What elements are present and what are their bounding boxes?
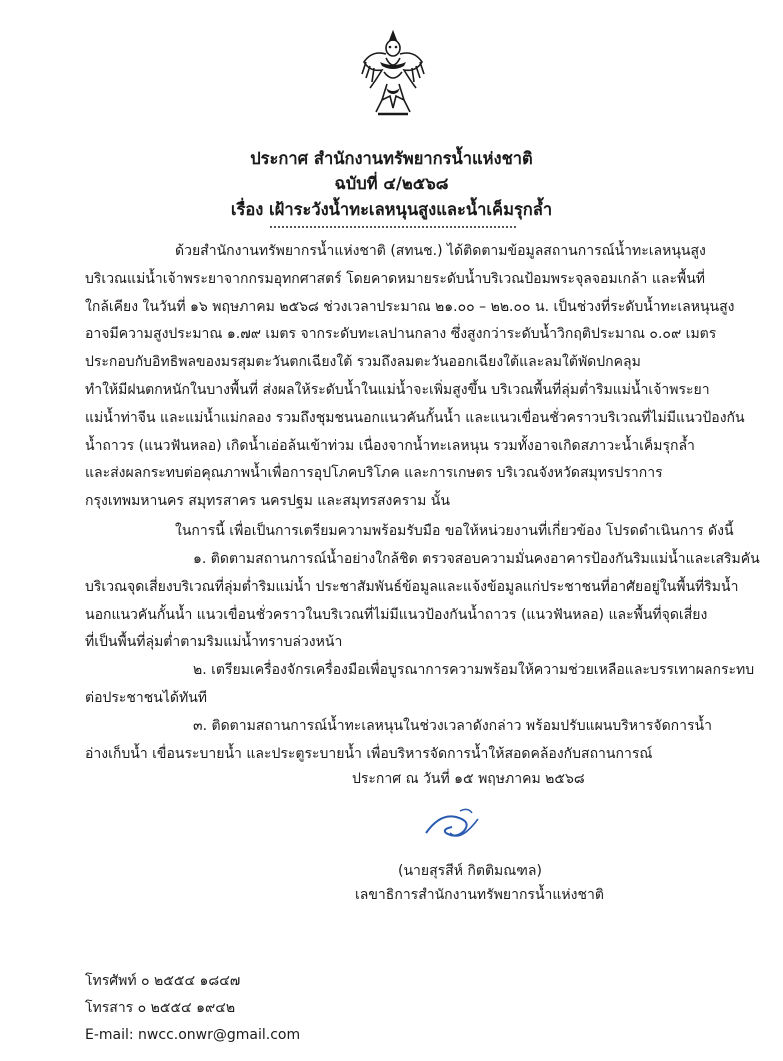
text-line: ประกอบกับอิทธิพลของมรสุมตะวันตกเฉียงใต้ รวมถึงลมตะวันออกเฉียงใต้และลมใต้พัดปกคลุม [85,354,641,371]
action-item-3 [85,713,712,769]
signatory-title: เลขาธิการสำนักงานทรัพยากรน้ำแห่งชาติ [355,887,604,903]
contact-block [85,968,300,1049]
text-line: แม่น้ำท่าจีน และแม่น้ำแม่กลอง รวมถึงชุมชนนอกแนวคันกั้นน้ำ และแนวเขื่อนชั่วคราวบริเวณที่ไม่มีแนวป้องกัน [85,409,745,426]
text-line: และส่งผลกระทบต่อคุณภาพน้ำเพื่อการอุปโภคบริโภค และการเกษตร บริเวณจังหวัดสมุทรปราการ [85,465,663,482]
phone-number: โทรศัพท์ ๐ ๒๕๕๔ ๑๘๔๗ [85,973,241,989]
text-line: อ่างเก็บน้ำ เขื่อนระบายน้ำ และประตูระบายน้ำ เพื่อบริหารจัดการน้ำให้สอดคล้องกับสถานการณ์ [85,745,653,762]
request-paragraph [85,518,734,546]
signature-icon [420,803,490,847]
text-line: ๓. ติดตามสถานการณ์น้ำทะเลหนุนในช่วงเวลาดังกล่าว พร้อมปรับแผนบริหารจัดการน้ำ [193,718,712,734]
text-line: ในการนี้ เพื่อเป็นการเตรียมความพร้อมรับมือ ขอให้หน่วยงานที่เกี่ยวข้อง โปรดดำเนินการ ดังนี้ [175,523,734,539]
text-line: ต่อประชาชนได้ทันที [85,689,208,706]
text-line: อาจมีความสูงประมาณ ๑.๗๙ เมตร จากระดับทะเลปานกลาง ซึ่งสูงกว่าระดับน้ำวิกฤติประมาณ ๐.๐๙ เมตร [85,326,717,343]
action-item-1 [85,546,760,657]
notice-heading: ประกาศ สำนักงานทรัพยากรน้ำแห่งชาติ [250,149,533,168]
text-line: ด้วยสำนักงานทรัพยากรน้ำแห่งชาติ (สทนช.) ได้ติดตามข้อมูลสถานการณ์น้ำทะเลหนุนสูง [175,243,706,259]
dotted-divider [270,226,516,228]
email-address: E-mail: nwcc.onwr@gmail.com [85,1027,301,1043]
action-item-2 [85,657,755,713]
intro-paragraph [85,238,745,516]
fax-number: โทรสาร ๐ ๒๕๕๔ ๑๙๔๒ [85,1000,236,1016]
text-line: ๑. ติดตามสถานการณ์น้ำอย่างใกล้ชิด ตรวจสอบความมั่นคงอาคารป้องกันริมแม่น้ำและเสริมคัน [193,551,760,567]
announcement-date: ประกาศ ณ วันที่ ๑๕ พฤษภาคม ๒๕๖๘ [352,771,585,787]
text-line: น้ำถาวร (แนวฟันหลอ) เกิดน้ำเอ่อล้นเข้าท่วม เนื่องจากน้ำทะเลหนุน รวมทั้งอาจเกิดสภาวะน้ำเค็มรุกล้ำ [85,437,695,454]
text-line: ใกล้เคียง ในวันที่ ๑๖ พฤษภาคม ๒๕๖๘ ช่วงเวลาประมาณ ๒๑.๐๐ – ๒๒.๐๐ น. เป็นช่วงที่ระดับน้ำทะเลหนุนสูง [85,298,735,315]
text-line: กรุงเทพมหานคร สมุทรสาคร นครปฐม และสมุทรสงคราม นั้น [85,493,450,510]
text-line: ๒. เตรียมเครื่องจักรเครื่องมือเพื่อบูรณาการความพร้อมให้ความช่วยเหลือและบรรเทาผลกระทบ [193,662,755,678]
notice-subject: เรื่อง เฝ้าระวังน้ำทะเลหนุนสูงและน้ำเค็มรุกล้ำ [230,200,553,219]
text-line: บริเวณแม่น้ำเจ้าพระยาจากกรมอุทกศาสตร์ โดยคาดหมายระดับน้ำบริเวณป้อมพระจุลจอมเกล้า และพื้นที่ [85,270,705,287]
text-line: นอกแนวคันกั้นน้ำ แนวเขื่อนชั่วคราวในบริเวณที่ไม่มีแนวป้องกันน้ำถาวร (แนวฟันหลอ) และพื้นที่จุดเสี่ยง [85,606,708,623]
text-line: ทำให้มีฝนตกหนักในบางพื้นที่ ส่งผลให้ระดับน้ำในแม่น้ำจะเพิ่มสูงขึ้น บริเวณพื้นที่ลุ่มต่ำริมแม่น้ำเจ้าพระยา [85,381,710,398]
signatory-name: (นายสุรสีห์ กิตติมณฑล) [398,863,542,879]
text-line: บริเวณจุดเสี่ยงบริเวณที่ลุ่มต่ำริมแม่น้ำ ประชาสัมพันธ์ข้อมูลและแจ้งข้อมูลแก่ประชาชนที่อาศัยอยู่ในพื้นที่ริมน้ำ [85,578,739,595]
notice-number: ฉบับที่ ๔/๒๕๖๘ [334,174,449,193]
text-line: ที่เป็นพื้นที่ลุ่มต่ำตามริมแม่น้ำทราบล่วงหน้า [85,634,343,651]
garuda-emblem-icon [360,28,426,120]
